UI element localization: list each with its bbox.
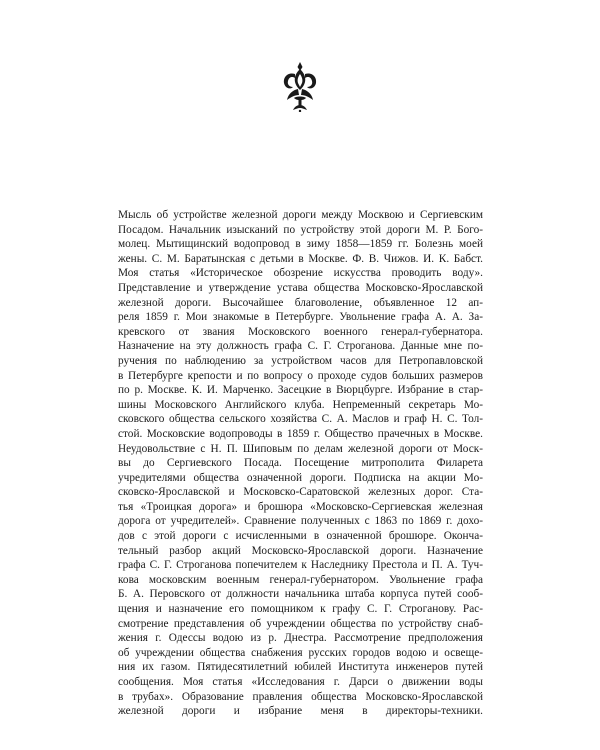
summary-line: стой. Московские водопроводы в 1859 г. Общество прачечных в Москве. bbox=[118, 427, 483, 440]
chapter-summary-text bbox=[118, 208, 483, 719]
summary-line: жены. С. М. Баратынская с детьми в Москве. Ф. В. Чижов. И. К. Бабст. bbox=[118, 252, 483, 265]
summary-line: молец. Мытищинский водопровод в зиму 1858—1859 гг. Болезнь моей bbox=[118, 238, 483, 251]
summary-line: Представление и утверждение устава общества Московско-Ярославской bbox=[118, 281, 483, 294]
summary-line: графа С. Г. Строганова попечителем к Наследнику Престола и П. А. Туч- bbox=[118, 559, 483, 572]
summary-line: кревского от звания Московского военного генерал-губернатора. bbox=[118, 325, 483, 338]
fleuron-ornament-icon bbox=[281, 62, 319, 112]
summary-line: Посадом. Начальник изысканий по устройству этой дороги М. Р. Бого- bbox=[118, 223, 483, 236]
summary-line: шины Московского Английского клуба. Непременный секретарь Мо- bbox=[118, 398, 483, 411]
summary-line: об учреждении общества снабжения русских городов водою и освеще- bbox=[118, 646, 483, 659]
summary-line: тельный разбор акций Московско-Ярославской дороги. Назначение bbox=[118, 544, 483, 557]
summary-line: дорога от учредителей». Сравнение полученных с 1863 по 1869 г. дохо- bbox=[118, 515, 483, 528]
summary-line: жения г. Одессы водою из р. Днестра. Рассмотрение предположения bbox=[118, 632, 483, 645]
summary-line: ручения по наблюдению за устройством часов для Петропавловской bbox=[118, 354, 483, 367]
summary-line: дов с этой дороги с исчисленными в означенной брошюре. Оконча- bbox=[118, 530, 483, 543]
summary-line: ния их газом. Пятидесятилетний юбилей Института инженеров путей bbox=[118, 661, 483, 674]
summary-line: сковского общества сельского хозяйства С. А. Маслов и граф Н. С. Тол- bbox=[118, 413, 483, 426]
summary-line: железной дороги. Высочайшее благоволение, объявленное 12 ап- bbox=[118, 296, 483, 309]
summary-line: учредителями общества означенной дороги. Подписка на акции Мо- bbox=[118, 471, 483, 484]
summary-line: кова московским военным генерал-губернатором. Увольнение графа bbox=[118, 573, 483, 586]
summary-line: Назначение на эту должность графа С. Г. Строганова. Данные мне по- bbox=[118, 340, 483, 353]
summary-line: тья «Троицкая дорога» и брошюра «Московско-Сергиевская железная bbox=[118, 500, 483, 513]
summary-line: щения и назначение его помощником к графу С. Г. Строганову. Рас- bbox=[118, 603, 483, 616]
summary-line: железной дороги и избрание меня в директоры-техники. bbox=[118, 705, 483, 718]
summary-line: Неудовольствие с Н. П. Шиповым по делам железной дороги от Моск- bbox=[118, 442, 483, 455]
summary-line: Б. А. Перовского от должности начальника штаба корпуса путей сооб- bbox=[118, 588, 483, 601]
summary-line: Мысль об устройстве железной дороги между Москвою и Сергиевским bbox=[118, 209, 483, 221]
summary-line: вы до Сергиевского Посада. Посещение митрополита Филарета bbox=[118, 457, 483, 470]
summary-line: Моя статья «Историческое обозрение искусства проводить воду». bbox=[118, 267, 483, 280]
summary-line: в Петербурге крепости и по вопросу о проходе судов больших размеров bbox=[118, 369, 483, 382]
summary-line: сообщения. Моя статья «Исследования г. Дарси о движении воды bbox=[118, 676, 483, 688]
summary-line: сковско-Ярославской и Московско-Саратовской железных дорог. Ста- bbox=[118, 486, 483, 499]
summary-line: по р. Москве. К. И. Марченко. Засецкие в Вюрцбурге. Избрание в стар- bbox=[118, 384, 483, 397]
summary-line: в трубах». Образование правления общества Московско-Ярославской bbox=[118, 690, 483, 703]
summary-line: смотрение представления об учреждении общества по устройству снаб- bbox=[118, 617, 483, 630]
summary-line: реля 1859 г. Мои знакомые в Петербурге. Увольнение графа А. А. За- bbox=[118, 311, 483, 324]
